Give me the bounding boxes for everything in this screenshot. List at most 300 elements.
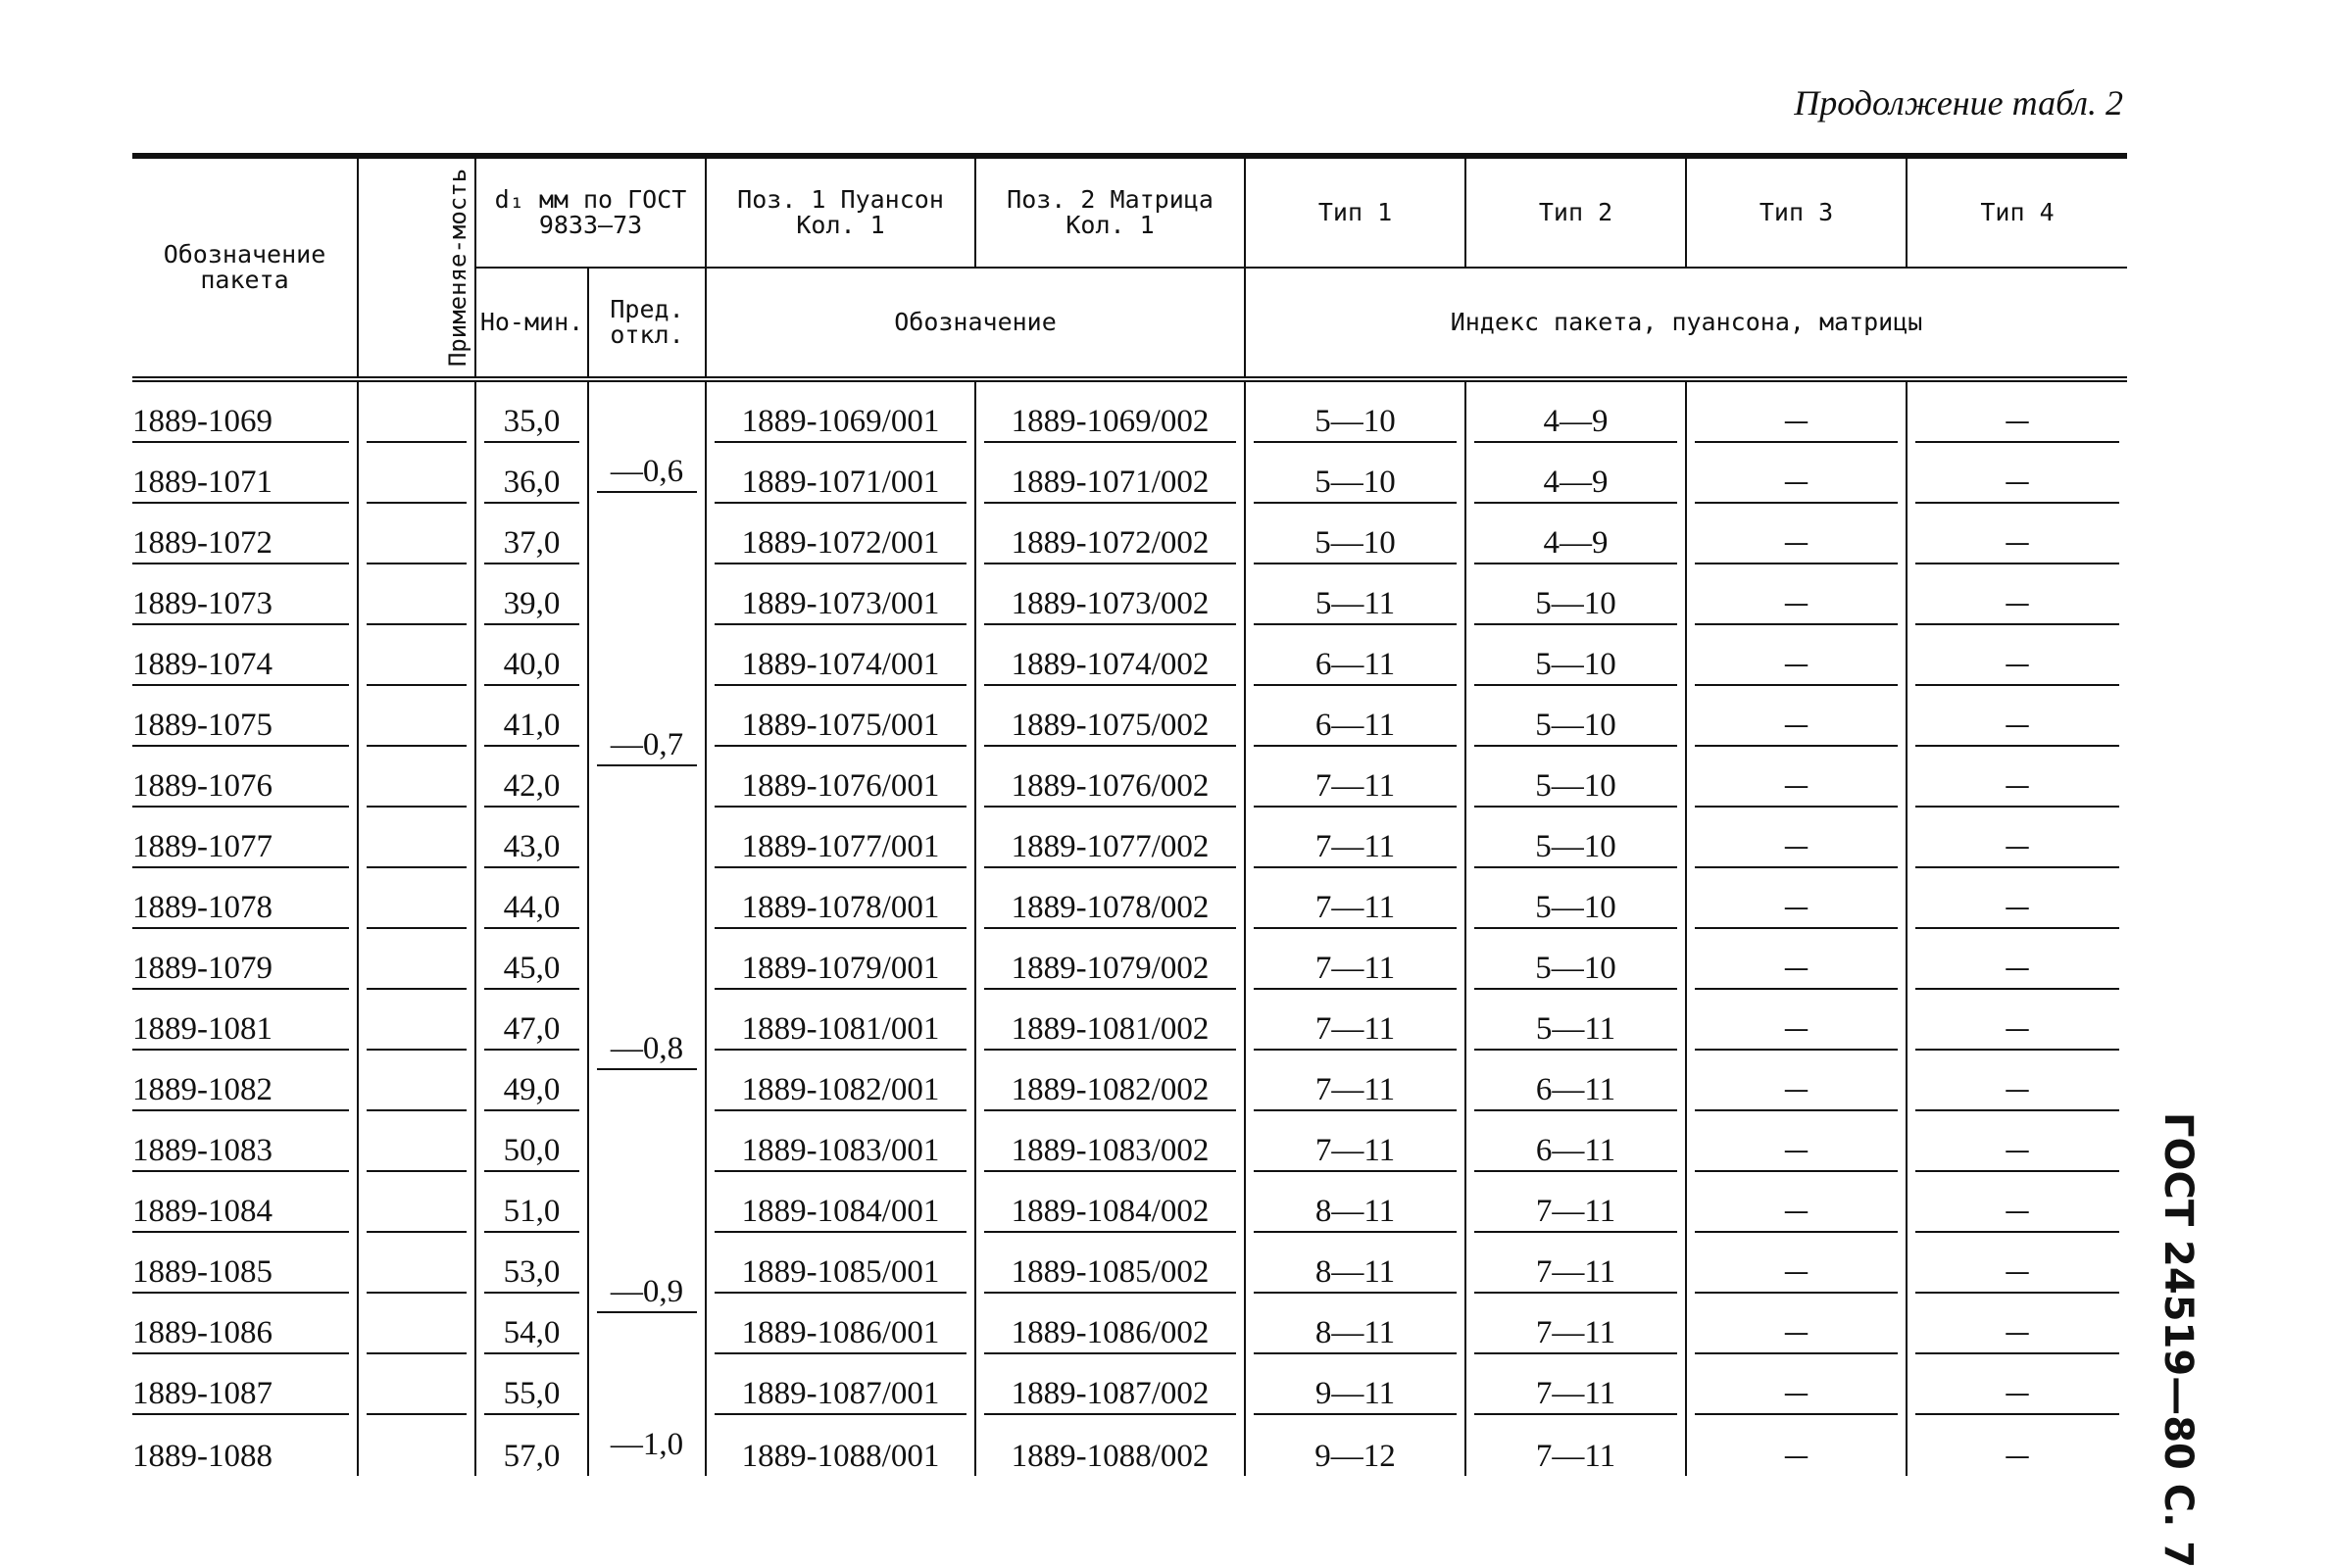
punch-code-cell xyxy=(706,1354,975,1415)
type4-index-cell-text: — xyxy=(1915,829,2119,868)
header-tolerance: Пред. откл. xyxy=(588,268,706,379)
type4-index-cell xyxy=(1907,868,2127,929)
header-type4: Тип 4 xyxy=(1907,156,2127,268)
type4-index-cell xyxy=(1907,1051,2127,1111)
type2-index-cell xyxy=(1465,443,1686,504)
type2-index-cell xyxy=(1465,1294,1686,1354)
type4-index-cell xyxy=(1907,1294,2127,1354)
type2-index-cell-text: 5—10 xyxy=(1474,647,1677,686)
table-caption: Продолжение табл. 2 xyxy=(1794,83,2123,122)
package-code-cell xyxy=(132,686,358,747)
type2-index-cell-text: 5—10 xyxy=(1474,768,1677,808)
type3-index-cell-text: — xyxy=(1695,647,1898,686)
type1-index-cell-text: 9—12 xyxy=(1314,1439,1396,1474)
type1-index-cell xyxy=(1245,443,1465,504)
applicability-cell xyxy=(358,504,475,564)
tolerance-cell-text: —0,8 xyxy=(597,1031,697,1070)
package-code-cell xyxy=(132,868,358,929)
package-code-cell xyxy=(132,1051,358,1111)
nominal-cell xyxy=(475,808,588,868)
nominal-cell xyxy=(475,564,588,625)
package-code-cell-text: 1889-1081 xyxy=(132,1011,349,1051)
type1-index-cell xyxy=(1245,1354,1465,1415)
type3-index-cell-text: — xyxy=(1695,404,1898,443)
applicability-cell xyxy=(358,625,475,686)
type1-index-cell-text: 5—10 xyxy=(1254,404,1457,443)
type1-index-cell xyxy=(1245,1233,1465,1294)
tolerance-cell-text: —0,7 xyxy=(597,727,697,766)
package-code-cell-text: 1889-1078 xyxy=(132,890,349,929)
nominal-cell-text: 39,0 xyxy=(484,586,579,625)
type1-index-cell xyxy=(1245,990,1465,1051)
applicability-cell-text xyxy=(367,525,467,564)
punch-code-cell xyxy=(706,564,975,625)
nominal-cell-text: 43,0 xyxy=(484,829,579,868)
nominal-cell-text: 53,0 xyxy=(484,1254,579,1294)
die-code-cell-text: 1889-1074/002 xyxy=(984,647,1236,686)
type3-index-cell-text: — xyxy=(1695,890,1898,929)
package-code-cell-text: 1889-1072 xyxy=(132,525,349,564)
type1-index-cell xyxy=(1245,868,1465,929)
applicability-cell-text xyxy=(367,829,467,868)
package-code-cell-text: 1889-1083 xyxy=(132,1133,349,1172)
die-code-cell-text: 1889-1076/002 xyxy=(984,768,1236,808)
type2-index-cell xyxy=(1465,747,1686,808)
type4-index-cell-text: — xyxy=(1915,1254,2119,1294)
type2-index-cell-text: 5—10 xyxy=(1474,951,1677,990)
nominal-cell xyxy=(475,1233,588,1294)
type4-index-cell-text: — xyxy=(1915,1315,2119,1354)
type4-index-cell xyxy=(1907,1233,2127,1294)
type3-index-cell xyxy=(1686,443,1907,504)
package-code-cell xyxy=(132,1233,358,1294)
die-code-cell xyxy=(975,686,1245,747)
type3-index-cell xyxy=(1686,868,1907,929)
type1-index-cell xyxy=(1245,929,1465,990)
applicability-cell-text xyxy=(367,951,467,990)
package-code-cell-text: 1889-1071 xyxy=(132,465,349,504)
type3-index-cell xyxy=(1686,686,1907,747)
punch-code-cell-text: 1889-1083/001 xyxy=(715,1133,966,1172)
die-code-cell-text: 1889-1075/002 xyxy=(984,708,1236,747)
applicability-cell xyxy=(358,564,475,625)
type4-index-cell-text: — xyxy=(1915,768,2119,808)
type2-index-cell xyxy=(1465,808,1686,868)
nominal-cell xyxy=(475,747,588,808)
punch-code-cell xyxy=(706,1233,975,1294)
type4-index-cell xyxy=(1907,1172,2127,1233)
type2-index-cell-text: 4—9 xyxy=(1474,404,1677,443)
applicability-cell xyxy=(358,808,475,868)
type2-index-cell-text: 7—11 xyxy=(1474,1315,1677,1354)
type4-index-cell xyxy=(1907,1415,2127,1476)
nominal-cell-text: 40,0 xyxy=(484,647,579,686)
type3-index-cell xyxy=(1686,1415,1907,1476)
table-row xyxy=(132,1233,2127,1294)
header-designation-sub: Обозначение xyxy=(706,268,1245,379)
punch-code-cell-text: 1889-1075/001 xyxy=(715,708,966,747)
type3-index-cell-text: — xyxy=(1695,1254,1898,1294)
punch-code-cell-text: 1889-1085/001 xyxy=(715,1254,966,1294)
nominal-cell xyxy=(475,868,588,929)
package-code-cell-text: 1889-1086 xyxy=(132,1315,349,1354)
die-code-cell-text: 1889-1086/002 xyxy=(984,1315,1236,1354)
applicability-cell-text xyxy=(367,1315,467,1354)
type3-index-cell-text: — xyxy=(1695,708,1898,747)
die-code-cell xyxy=(975,1172,1245,1233)
nominal-cell xyxy=(475,929,588,990)
applicability-cell-text xyxy=(367,1254,467,1294)
type1-index-cell xyxy=(1245,504,1465,564)
nominal-cell-text: 45,0 xyxy=(484,951,579,990)
die-code-cell xyxy=(975,1415,1245,1476)
nominal-cell-text: 57,0 xyxy=(503,1439,561,1474)
applicability-cell-text xyxy=(367,1376,467,1415)
package-code-cell-text: 1889-1087 xyxy=(132,1376,349,1415)
die-code-cell xyxy=(975,868,1245,929)
table-row xyxy=(132,504,2127,564)
nominal-cell xyxy=(475,1051,588,1111)
punch-code-cell xyxy=(706,929,975,990)
table-row xyxy=(132,1294,2127,1354)
punch-code-cell-text: 1889-1072/001 xyxy=(715,525,966,564)
header-applicability xyxy=(358,156,475,379)
die-code-cell-text: 1889-1085/002 xyxy=(984,1254,1236,1294)
applicability-cell-text xyxy=(367,1194,467,1233)
package-table xyxy=(132,153,2127,1476)
type4-index-cell-text: — xyxy=(1915,1194,2119,1233)
type3-index-cell xyxy=(1686,747,1907,808)
punch-code-cell xyxy=(706,379,975,443)
package-code-cell-text: 1889-1088 xyxy=(132,1439,273,1474)
type4-index-cell-text: — xyxy=(1915,1011,2119,1051)
nominal-cell-text: 55,0 xyxy=(484,1376,579,1415)
package-code-cell xyxy=(132,1111,358,1172)
applicability-cell xyxy=(358,929,475,990)
type2-index-cell xyxy=(1465,625,1686,686)
tolerance-cell xyxy=(588,1172,706,1415)
die-code-cell xyxy=(975,1051,1245,1111)
nominal-cell xyxy=(475,686,588,747)
type1-index-cell-text: 7—11 xyxy=(1254,1133,1457,1172)
header-type3: Тип 3 xyxy=(1686,156,1907,268)
table-row xyxy=(132,1051,2127,1111)
type4-index-cell-text: — xyxy=(1915,586,2119,625)
nominal-cell-text: 54,0 xyxy=(484,1315,579,1354)
header-designation: Обозначение пакета xyxy=(132,156,358,379)
type4-index-cell-text: — xyxy=(2005,1442,2031,1471)
applicability-cell-text xyxy=(367,586,467,625)
die-code-cell-text: 1889-1073/002 xyxy=(984,586,1236,625)
type1-index-cell xyxy=(1245,1415,1465,1476)
type3-index-cell-text: — xyxy=(1695,1011,1898,1051)
type4-index-cell xyxy=(1907,379,2127,443)
type2-index-cell xyxy=(1465,564,1686,625)
tolerance-cell xyxy=(588,929,706,1172)
table-row xyxy=(132,1354,2127,1415)
type2-index-cell-text: 6—11 xyxy=(1474,1133,1677,1172)
die-code-cell xyxy=(975,808,1245,868)
package-code-cell xyxy=(132,1415,358,1476)
type3-index-cell-text: — xyxy=(1695,525,1898,564)
punch-code-cell xyxy=(706,443,975,504)
table-row xyxy=(132,625,2127,686)
nominal-cell xyxy=(475,1294,588,1354)
type2-index-cell xyxy=(1465,868,1686,929)
type4-index-cell xyxy=(1907,808,2127,868)
applicability-cell xyxy=(358,1172,475,1233)
applicability-cell xyxy=(358,1354,475,1415)
die-code-cell xyxy=(975,747,1245,808)
nominal-cell-text: 42,0 xyxy=(484,768,579,808)
applicability-cell xyxy=(358,443,475,504)
header-nominal: Но-мин. xyxy=(475,268,588,379)
type4-index-cell-text: — xyxy=(1915,465,2119,504)
table-row xyxy=(132,990,2127,1051)
table-row xyxy=(132,1415,2127,1476)
table-row xyxy=(132,1172,2127,1233)
package-code-cell-text: 1889-1075 xyxy=(132,708,349,747)
die-code-cell-text: 1889-1077/002 xyxy=(984,829,1236,868)
punch-code-cell xyxy=(706,868,975,929)
table-row xyxy=(132,1111,2127,1172)
type3-index-cell xyxy=(1686,929,1907,990)
die-code-cell xyxy=(975,504,1245,564)
package-code-cell xyxy=(132,1294,358,1354)
package-code-cell-text: 1889-1085 xyxy=(132,1254,349,1294)
type3-index-cell-text: — xyxy=(1695,1133,1898,1172)
punch-code-cell xyxy=(706,1051,975,1111)
punch-code-cell xyxy=(706,1294,975,1354)
die-code-cell-text: 1889-1083/002 xyxy=(984,1133,1236,1172)
nominal-cell xyxy=(475,1172,588,1233)
tolerance-cell-text: —0,6 xyxy=(597,454,697,493)
type1-index-cell xyxy=(1245,564,1465,625)
type1-index-cell xyxy=(1245,747,1465,808)
punch-code-cell-text: 1889-1082/001 xyxy=(715,1072,966,1111)
type1-index-cell xyxy=(1245,1051,1465,1111)
punch-code-cell-text: 1889-1087/001 xyxy=(715,1376,966,1415)
package-code-cell xyxy=(132,625,358,686)
type2-index-cell xyxy=(1465,990,1686,1051)
type2-index-cell xyxy=(1465,1172,1686,1233)
applicability-cell xyxy=(358,1294,475,1354)
die-code-cell-text: 1889-1082/002 xyxy=(984,1072,1236,1111)
type3-index-cell-text: — xyxy=(1695,829,1898,868)
type2-index-cell-text: 5—11 xyxy=(1474,1011,1677,1051)
standard-side-label: ГОСТ 24519—80 С. 7 xyxy=(2156,1112,2201,1568)
table-row xyxy=(132,686,2127,747)
type1-index-cell xyxy=(1245,808,1465,868)
applicability-cell xyxy=(358,868,475,929)
die-code-cell-text: 1889-1071/002 xyxy=(984,465,1236,504)
nominal-cell xyxy=(475,1111,588,1172)
type3-index-cell-text: — xyxy=(1695,1072,1898,1111)
type3-index-cell-text: — xyxy=(1695,465,1898,504)
type3-index-cell-text: — xyxy=(1695,1376,1898,1415)
nominal-cell-text: 47,0 xyxy=(484,1011,579,1051)
nominal-cell-text: 51,0 xyxy=(484,1194,579,1233)
type2-index-cell xyxy=(1465,379,1686,443)
punch-code-cell-text: 1889-1088/001 xyxy=(741,1439,940,1474)
type1-index-cell-text: 6—11 xyxy=(1254,708,1457,747)
type2-index-cell xyxy=(1465,504,1686,564)
type4-index-cell-text: — xyxy=(1915,1133,2119,1172)
type1-index-cell-text: 8—11 xyxy=(1254,1315,1457,1354)
type3-index-cell xyxy=(1686,379,1907,443)
die-code-cell xyxy=(975,379,1245,443)
nominal-cell-text: 37,0 xyxy=(484,525,579,564)
type1-index-cell-text: 7—11 xyxy=(1254,829,1457,868)
type1-index-cell-text: 7—11 xyxy=(1254,1072,1457,1111)
type3-index-cell-text: — xyxy=(1783,1442,1809,1471)
package-code-cell xyxy=(132,504,358,564)
applicability-cell-text xyxy=(367,890,467,929)
type3-index-cell-text: — xyxy=(1695,951,1898,990)
applicability-cell xyxy=(358,379,475,443)
die-code-cell-text: 1889-1072/002 xyxy=(984,525,1236,564)
die-code-cell-text: 1889-1079/002 xyxy=(984,951,1236,990)
package-code-cell xyxy=(132,808,358,868)
type2-index-cell-text: 5—10 xyxy=(1474,829,1677,868)
type3-index-cell xyxy=(1686,1111,1907,1172)
type2-index-cell xyxy=(1465,1051,1686,1111)
type3-index-cell-text: — xyxy=(1695,1194,1898,1233)
applicability-cell-text xyxy=(367,1072,467,1111)
nominal-cell xyxy=(475,379,588,443)
punch-code-cell xyxy=(706,747,975,808)
type2-index-cell-text: 5—10 xyxy=(1474,586,1677,625)
table-row xyxy=(132,868,2127,929)
type1-index-cell-text: 7—11 xyxy=(1254,768,1457,808)
header-pos1: Поз. 1 Пуансон Кол. 1 xyxy=(706,156,975,268)
header-type2: Тип 2 xyxy=(1465,156,1686,268)
type3-index-cell xyxy=(1686,564,1907,625)
nominal-cell xyxy=(475,1415,588,1476)
type1-index-cell-text: 6—11 xyxy=(1254,647,1457,686)
applicability-cell xyxy=(358,1111,475,1172)
die-code-cell-text: 1889-1087/002 xyxy=(984,1376,1236,1415)
punch-code-cell-text: 1889-1077/001 xyxy=(715,829,966,868)
type4-index-cell xyxy=(1907,929,2127,990)
type1-index-cell-text: 5—10 xyxy=(1254,465,1457,504)
type1-index-cell xyxy=(1245,625,1465,686)
die-code-cell xyxy=(975,625,1245,686)
punch-code-cell xyxy=(706,686,975,747)
punch-code-cell-text: 1889-1078/001 xyxy=(715,890,966,929)
applicability-cell-text xyxy=(367,647,467,686)
type4-index-cell-text: — xyxy=(1915,1376,2119,1415)
punch-code-cell-text: 1889-1086/001 xyxy=(715,1315,966,1354)
type4-index-cell-text: — xyxy=(1915,1072,2119,1111)
table-row xyxy=(132,564,2127,625)
punch-code-cell xyxy=(706,1415,975,1476)
package-code-cell xyxy=(132,747,358,808)
type2-index-cell-text: 7—11 xyxy=(1474,1376,1677,1415)
table-body xyxy=(132,379,2127,1476)
type4-index-cell xyxy=(1907,504,2127,564)
type3-index-cell xyxy=(1686,808,1907,868)
punch-code-cell-text: 1889-1081/001 xyxy=(715,1011,966,1051)
tolerance-cell-text: —1,0 xyxy=(610,1427,684,1462)
nominal-cell-text: 36,0 xyxy=(484,465,579,504)
type2-index-cell-text: 7—11 xyxy=(1474,1194,1677,1233)
type1-index-cell-text: 8—11 xyxy=(1254,1194,1457,1233)
table-row xyxy=(132,747,2127,808)
tolerance-cell xyxy=(588,379,706,564)
type1-index-cell-text: 5—10 xyxy=(1254,525,1457,564)
die-code-cell-text: 1889-1081/002 xyxy=(984,1011,1236,1051)
tolerance-cell xyxy=(588,564,706,929)
punch-code-cell xyxy=(706,504,975,564)
type1-index-cell-text: 5—11 xyxy=(1254,586,1457,625)
type1-index-cell-text: 9—11 xyxy=(1254,1376,1457,1415)
table-row xyxy=(132,929,2127,990)
type3-index-cell xyxy=(1686,1294,1907,1354)
header-pos2: Поз. 2 Матрица Кол. 1 xyxy=(975,156,1245,268)
type2-index-cell-text: 7—11 xyxy=(1474,1254,1677,1294)
punch-code-cell-text: 1889-1076/001 xyxy=(715,768,966,808)
package-code-cell xyxy=(132,443,358,504)
type3-index-cell xyxy=(1686,1051,1907,1111)
punch-code-cell xyxy=(706,990,975,1051)
type4-index-cell xyxy=(1907,1111,2127,1172)
tolerance-cell-text: —0,9 xyxy=(597,1274,697,1313)
nominal-cell xyxy=(475,990,588,1051)
package-code-cell xyxy=(132,1172,358,1233)
type3-index-cell-text: — xyxy=(1695,1315,1898,1354)
type2-index-cell xyxy=(1465,1354,1686,1415)
type4-index-cell-text: — xyxy=(1915,890,2119,929)
punch-code-cell-text: 1889-1079/001 xyxy=(715,951,966,990)
type1-index-cell-text: 8—11 xyxy=(1254,1254,1457,1294)
punch-code-cell-text: 1889-1074/001 xyxy=(715,647,966,686)
type1-index-cell xyxy=(1245,1172,1465,1233)
package-code-cell xyxy=(132,990,358,1051)
type2-index-cell-text: 7—11 xyxy=(1535,1439,1616,1474)
type3-index-cell xyxy=(1686,1172,1907,1233)
die-code-cell xyxy=(975,564,1245,625)
nominal-cell-text: 41,0 xyxy=(484,708,579,747)
die-code-cell-text: 1889-1088/002 xyxy=(1011,1439,1210,1474)
package-code-cell-text: 1889-1082 xyxy=(132,1072,349,1111)
applicability-cell xyxy=(358,1051,475,1111)
type3-index-cell xyxy=(1686,1354,1907,1415)
applicability-cell xyxy=(358,1233,475,1294)
die-code-cell xyxy=(975,1233,1245,1294)
package-code-cell-text: 1889-1077 xyxy=(132,829,349,868)
type4-index-cell xyxy=(1907,747,2127,808)
type4-index-cell-text: — xyxy=(1915,404,2119,443)
type4-index-cell-text: — xyxy=(1915,647,2119,686)
type4-index-cell xyxy=(1907,1354,2127,1415)
package-code-cell xyxy=(132,929,358,990)
table-row xyxy=(132,379,2127,443)
nominal-cell-text: 44,0 xyxy=(484,890,579,929)
table-row xyxy=(132,443,2127,504)
type3-index-cell xyxy=(1686,625,1907,686)
type1-index-cell xyxy=(1245,379,1465,443)
package-code-cell xyxy=(132,1354,358,1415)
die-code-cell xyxy=(975,443,1245,504)
applicability-cell-text xyxy=(367,768,467,808)
header-type1: Тип 1 xyxy=(1245,156,1465,268)
type3-index-cell-text: — xyxy=(1695,768,1898,808)
nominal-cell-text: 35,0 xyxy=(484,404,579,443)
type1-index-cell xyxy=(1245,1111,1465,1172)
punch-code-cell-text: 1889-1071/001 xyxy=(715,465,966,504)
applicability-cell-text xyxy=(367,404,467,443)
